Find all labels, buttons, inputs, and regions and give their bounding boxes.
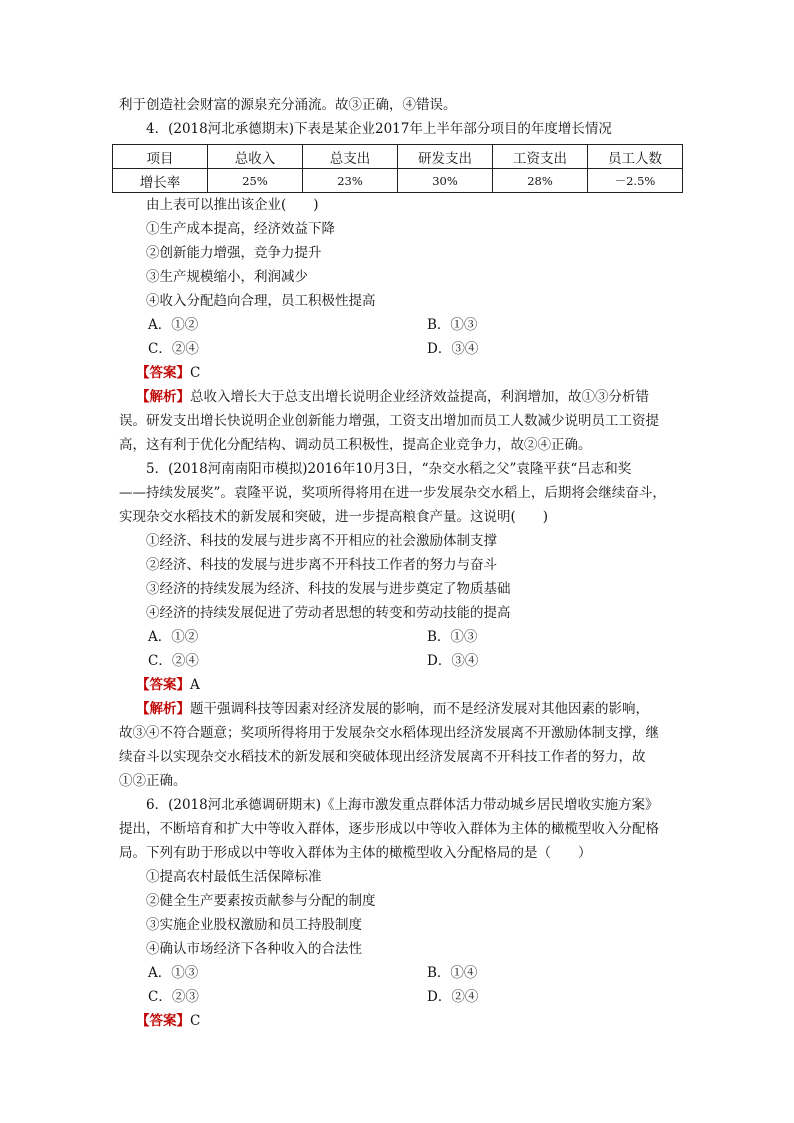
q4-analysis-line-2: 误。研发支出增长快说明企业创新能力增强，工资支出增加而员工人数减少说明员工工资提 — [119, 413, 659, 429]
q4-item-3: ③生产规模缩小，利润减少 — [146, 269, 308, 285]
q6-stem-line-3: 局。下列有助于形成以中等收入群体为主体的橄榄型收入分配格局的是（ ） — [119, 845, 592, 861]
q4-stem: 4．(2018河北承德期末)下表是某企业2017年上半年部分项目的年度增长情况 — [146, 121, 612, 137]
q6-option-a: A．①③ — [148, 965, 199, 981]
q5-analysis-line-4: ①②正确。 — [119, 773, 187, 789]
q6-option-b: B．①④ — [427, 965, 478, 981]
table-header-cell: 总支出 — [303, 145, 398, 169]
table-header-cell: 工资支出 — [493, 145, 588, 169]
answer-value: A — [190, 677, 200, 693]
q6-stem-line-2: 提出，不断培育和扩大中等收入群体，逐步形成以中等收入群体为主体的橄榄型收入分配格 — [119, 821, 659, 837]
q6-stem-line-1: 6．(2018河北承德调研期末)《上海市激发重点群体活力带动城乡居民增收实施方案》 — [146, 797, 659, 813]
q5-item-4: ④经济的持续发展促进了劳动者思想的转变和劳动技能的提高 — [146, 605, 511, 621]
q4-answer — [136, 362, 200, 384]
q4-option-a: A．①② — [148, 317, 199, 333]
q6-answer — [136, 1010, 200, 1032]
q5-analysis-line-2: 故③④不符合题意；奖项所得将用于发展杂交水稻体现出经济发展离不开激励体制支撑，继 — [119, 725, 659, 741]
q4-analysis-line-1 — [136, 386, 649, 408]
q5-item-1: ①经济、科技的发展与进步离不开相应的社会激励体制支撑 — [146, 533, 497, 549]
q6-item-2: ②健全生产要素按贡献参与分配的制度 — [146, 893, 376, 909]
q4-option-b: B．①③ — [427, 317, 478, 333]
table-cell: －2.5% — [588, 169, 683, 193]
q6-item-1: ①提高农村最低生活保障标准 — [146, 869, 322, 885]
answer-value: C — [190, 1013, 201, 1029]
table-row — [113, 169, 683, 193]
table-cell: 30% — [398, 169, 493, 193]
answer-tag: 【答案】 — [136, 677, 190, 693]
table-cell: 23% — [303, 169, 398, 193]
q4-analysis-line-3: 高，这有利于优化分配结构、调动员工积极性，提高企业竞争力，故②④正确。 — [119, 437, 592, 453]
q6-option-c: C．②③ — [148, 989, 199, 1005]
q6-item-3: ③实施企业股权激励和员工持股制度 — [146, 917, 362, 933]
table-header-cell: 员工人数 — [588, 145, 683, 169]
analysis-tag: 【解析】 — [136, 389, 190, 405]
answer-tag: 【答案】 — [136, 1013, 190, 1029]
answer-tag: 【答案】 — [136, 365, 190, 381]
q4-option-d: D．③④ — [427, 341, 479, 357]
q6-option-d: D．②④ — [427, 989, 479, 1005]
analysis-tag: 【解析】 — [136, 701, 190, 717]
growth-table — [112, 144, 683, 193]
table-cell: 28% — [493, 169, 588, 193]
q5-item-3: ③经济的持续发展为经济、科技的发展与进步奠定了物质基础 — [146, 581, 511, 597]
q5-option-d: D．③④ — [427, 653, 479, 669]
q5-option-b: B．①③ — [427, 629, 478, 645]
q6-item-4: ④确认市场经济下各种收入的合法性 — [146, 941, 362, 957]
q4-item-4: ④收入分配趋向合理，员工积极性提高 — [146, 293, 376, 309]
table-header-cell: 项目 — [113, 145, 208, 169]
q5-stem-line-2: ——持续发展奖”。袁隆平说，奖项所得将用在进一步发展杂交水稻上，后期将会继续奋斗， — [119, 485, 666, 501]
q4-option-c: C．②④ — [148, 341, 199, 357]
q5-stem-line-3: 实现杂交水稻技术的新发展和突破，进一步提高粮食产量。这说明( ) — [119, 509, 549, 525]
answer-value: C — [190, 365, 201, 381]
q5-stem-line-1: 5．(2018河南南阳市模拟)2016年10月3日，“杂交水稻之父”袁隆平获“吕志和奖 — [146, 461, 632, 477]
analysis-text: 题干强调科技等因素对经济发展的影响，而不是经济发展对其他因素的影响， — [190, 701, 649, 717]
analysis-text: 总收入增长大于总支出增长说明企业经济效益提高，利润增加，故①③分析错 — [190, 389, 649, 405]
table-cell: 25% — [208, 169, 303, 193]
q4-item-1: ①生产成本提高，经济效益下降 — [146, 221, 335, 237]
table-header-row — [113, 145, 683, 169]
q5-option-c: C．②④ — [148, 653, 199, 669]
q4-prompt: 由上表可以推出该企业( ) — [146, 197, 319, 213]
q4-item-2: ②创新能力增强，竞争力提升 — [146, 245, 322, 261]
q5-item-2: ②经济、科技的发展与进步离不开科技工作者的努力与奋斗 — [146, 557, 497, 573]
q5-answer — [136, 674, 200, 696]
table-header-cell: 总收入 — [208, 145, 303, 169]
continuation-text: 利于创造社会财富的源泉充分涌流。故③正确，④错误。 — [119, 97, 457, 113]
q5-analysis-line-1 — [136, 698, 649, 720]
table-row-label: 增长率 — [113, 169, 208, 193]
table-header-cell: 研发支出 — [398, 145, 493, 169]
q5-analysis-line-3: 续奋斗以实现杂交水稻技术的新发展和突破体现出经济发展离不开科技工作者的努力，故 — [119, 749, 646, 765]
q5-option-a: A．①② — [148, 629, 199, 645]
